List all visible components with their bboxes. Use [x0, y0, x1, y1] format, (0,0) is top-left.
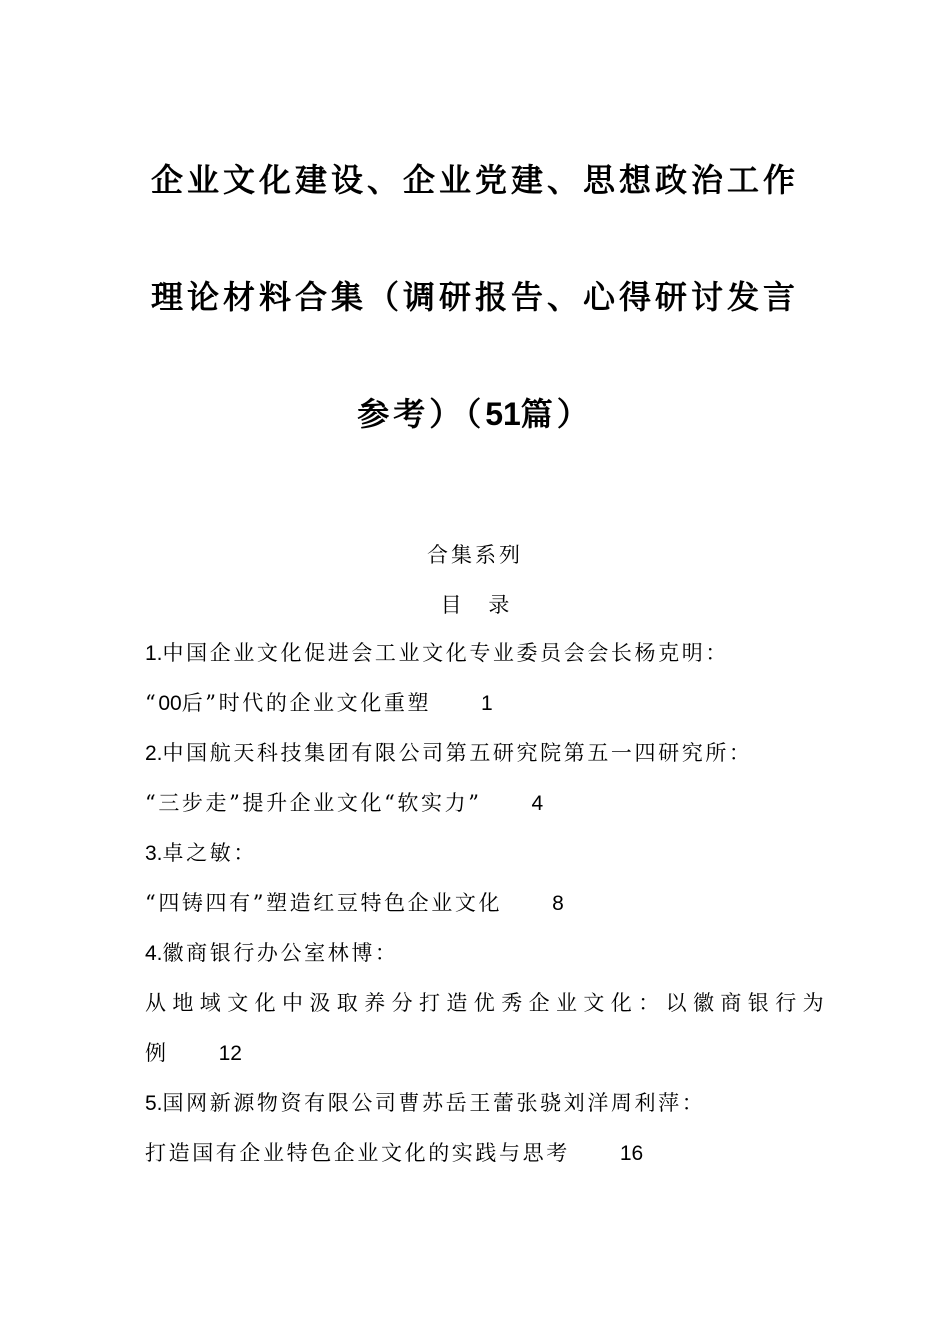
toc-entry-3-title[interactable] [145, 888, 810, 938]
toc-entry-1-title[interactable] [145, 688, 810, 738]
toc-entry-author: 中国企业文化促进会工业文化专业委员会会长杨克明： [162, 641, 729, 665]
toc-entry-number: 5. [145, 1092, 163, 1115]
toc-entry-number: 4. [145, 942, 163, 965]
document-title-line-2: 理论材料合集（调研报告、心得研讨发言 [150, 278, 799, 316]
series-label: 合集系列 [427, 543, 523, 567]
document-title-line-1: 企业文化建设、企业党建、思想政治工作 [150, 161, 799, 199]
toc-entry-title: “三步走”提升企业文化“软实力” [145, 791, 482, 815]
toc-entry-title: 打造国有企业特色企业文化的实践与思考 [145, 1141, 570, 1165]
toc-entry-4-title-cont[interactable] [145, 1038, 810, 1088]
table-of-contents [145, 638, 830, 1188]
toc-entry-4-title[interactable] [145, 988, 830, 1038]
toc-entry-4-author[interactable] [145, 938, 810, 988]
title-count: 51 [485, 396, 521, 432]
toc-entry-page: 1 [481, 692, 493, 715]
title-prefix: 参考）（ [357, 395, 486, 433]
toc-heading: 目 录 [440, 593, 510, 617]
toc-entry-3-author[interactable] [145, 838, 810, 888]
toc-entry-author: 中国航天科技集团有限公司第五研究院第五一四研究所： [162, 741, 753, 765]
toc-entry-5-title[interactable] [145, 1138, 810, 1188]
toc-entry-number: 3. [145, 842, 163, 865]
toc-entry-author: 卓之敏： [162, 841, 257, 865]
title-suffix: 篇） [520, 395, 593, 433]
toc-entry-number: 1. [145, 642, 163, 665]
toc-entry-title-number: 00 [158, 692, 182, 715]
document-title-line-3 [0, 394, 950, 434]
toc-entry-2-author[interactable] [145, 738, 810, 788]
toc-entry-title: 从地域文化中汲取养分打造优秀企业文化：以徽商银行为 [145, 991, 830, 1015]
toc-entry-page: 4 [531, 792, 544, 815]
toc-entry-title: 后”时代的企业文化重塑 [181, 691, 432, 715]
toc-entry-number: 2. [145, 742, 163, 765]
toc-entry-5-author[interactable] [145, 1088, 810, 1138]
toc-entry-author: 徽商银行办公室林博： [162, 941, 399, 965]
toc-entry-1-author[interactable] [145, 638, 810, 688]
toc-entry-page: 16 [619, 1142, 644, 1165]
toc-entry-2-title[interactable] [145, 788, 810, 838]
toc-entry-author: 国网新源物资有限公司曹苏岳王蕾张骁刘洋周利萍： [162, 1091, 706, 1115]
toc-entry-title-continued: 例 [145, 1041, 169, 1065]
toc-entry-title: “四铸四有”塑造红豆特色企业文化 [145, 891, 503, 915]
toc-entry-title-quote: “ [145, 691, 159, 715]
toc-entry-page: 12 [218, 1042, 242, 1065]
toc-entry-page: 8 [552, 892, 564, 915]
